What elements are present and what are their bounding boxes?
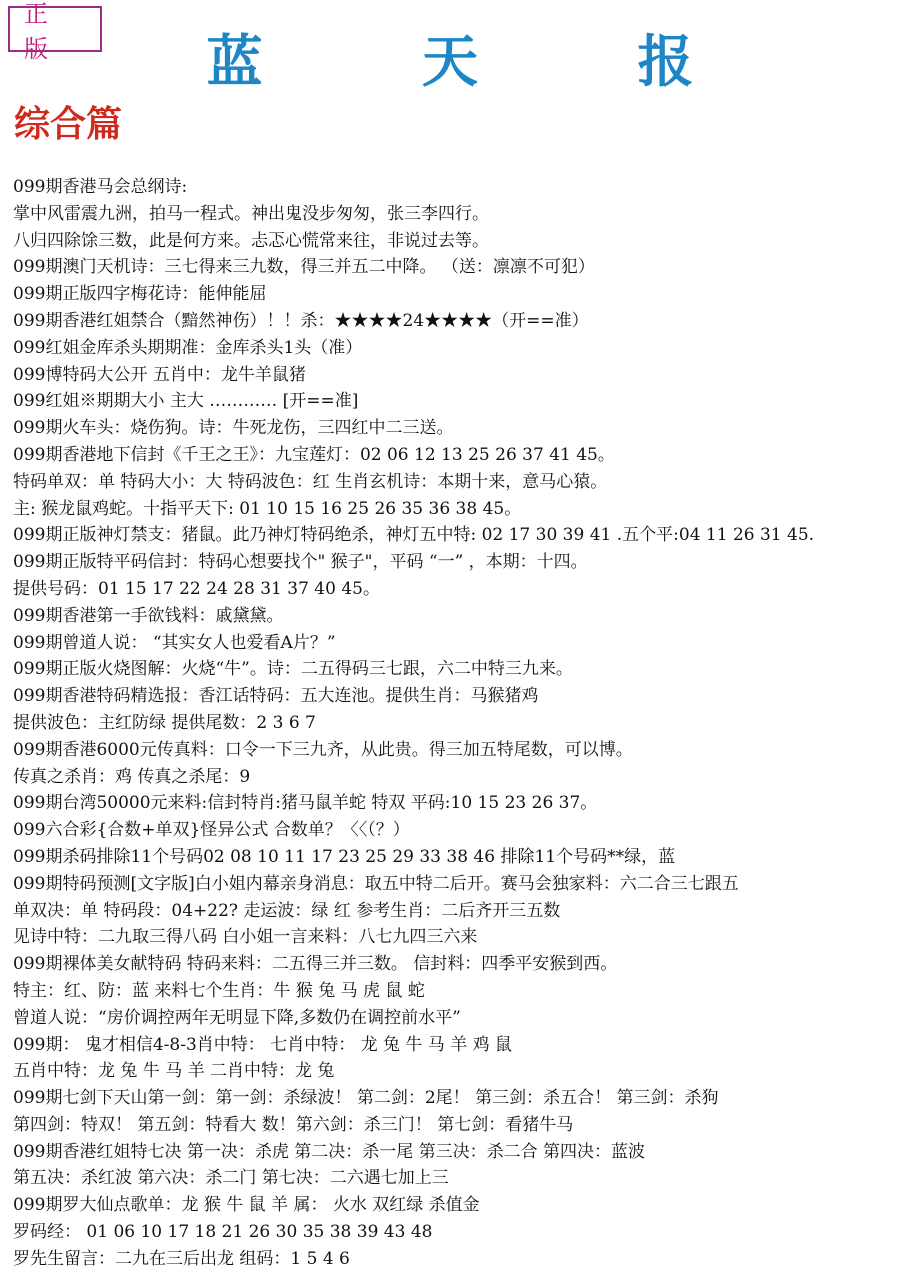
text-line: 罗先生留言：二九在三后出龙 组码：1 5 4 6 <box>13 1248 350 1269</box>
text-line: 099期曾道人说： “其实女人也爱看A片？” <box>13 632 336 653</box>
text-line: 八归四除馀三数，此是何方来。忐忑心慌常来往，非说过去等。 <box>13 230 489 251</box>
text-line: 主: 猴龙鼠鸡蛇。十指平天下: 01 10 15 16 25 26 35 36 38 45。 <box>13 498 522 519</box>
text-line: 099期澳门天机诗：三七得来三九数，得三并五二中降。 （送：凛凛不可犯） <box>13 257 595 278</box>
text-line: 099期： 鬼才相信4-8-3肖中特： 七肖中特： 龙 兔 牛 马 羊 鸡 鼠 <box>13 1034 513 1055</box>
text-line: 099期罗大仙点歌单：龙 猴 牛 鼠 羊 属： 火水 双红绿 杀值金 <box>13 1195 480 1216</box>
text-line: 提供号码：01 15 17 22 24 28 31 37 40 45。 <box>13 578 380 599</box>
text-line: 099期香港红姐禁合（黯然神伤）！！杀：★★★★24★★★★（开==准） <box>13 310 589 331</box>
text-line: 099红姐金库杀头期期准：金库杀头1头（准） <box>13 337 363 358</box>
text-line: 特码单双：单 特码大小：大 特码波色：红 生肖玄机诗：本期十来，意马心猿。 <box>13 471 608 492</box>
text-line: 099期香港第一手欲钱料：戚黛黛。 <box>13 605 284 626</box>
text-line: 曾道人说：“房价调控两年无明显下降,多数仍在调控前水平” <box>13 1007 461 1028</box>
section-heading: 综合篇 <box>14 103 123 145</box>
text-line: 第五决：杀红波 第六决：杀二门 第七决：二六遇七加上三 <box>13 1168 449 1189</box>
text-line: 099期香港特码精选报：香江话特码：五大连池。提供生肖：马猴猪鸡 <box>13 686 539 707</box>
text-line: 099期正版火烧图解：火烧“牛”。诗：二五得码三七跟，六二中特三九来。 <box>13 659 573 680</box>
edition-badge: 正 版 <box>8 6 102 52</box>
text-line: 099期台湾50000元来料:信封特肖:猪马鼠羊蛇 特双 平码:10 15 23 26 37。 <box>13 793 598 814</box>
text-line: 掌中风雷震九洲，拍马一程式。神出鬼没步匆匆，张三李四行。 <box>13 203 489 224</box>
text-line: 099期正版特平码信封：特码心想要找个" 猴子"，平码 “一” ，本期：十四。 <box>13 552 588 573</box>
text-line: 099期香港红姐特七决 第一决：杀虎 第二决：杀一尾 第三决：杀二合 第四决：蓝波 <box>13 1141 646 1162</box>
text-line: 099期正版四字梅花诗：能伸能屈 <box>13 284 267 305</box>
text-line: 099期杀码排除11个号码02 08 10 11 17 23 25 29 33 38 46 排除11个号码**绿，蓝 <box>13 846 676 867</box>
text-line: 099期香港地下信封《千王之王》：九宝莲灯：02 06 12 13 25 26 37 41 45。 <box>13 444 615 465</box>
text-line: 第四剑：特双！ 第五剑：特看大 数！第六剑：杀三门！ 第七剑：看猪牛马 <box>13 1114 574 1135</box>
text-line: 099博特码大公开 五肖中：龙牛羊鼠猪 <box>13 364 306 385</box>
text-line: 099期正版神灯禁支：猪鼠。此乃神灯特码绝杀，神灯五中特: 02 17 30 39 41 .五个平:04 11 26 31 45. <box>13 525 815 546</box>
text-line: 特主：红、防：蓝 来料七个生肖：牛 猴 兔 马 虎 鼠 蛇 <box>13 980 425 1001</box>
text-line: 099六合彩{合数+单双}怪异公式 合数单？〈〈（？） <box>13 820 410 841</box>
text-line: 099期裸体美女献特码 特码来料：二五得三并三数。 信封料：四季平安猴到西。 <box>13 954 618 975</box>
article-body <box>13 174 898 1273</box>
text-line: 单双决：单 特码段：04+22? 走运波：绿 红 参考生肖：二后齐开三五数 <box>13 900 561 921</box>
text-line: 传真之杀肖：鸡 传真之杀尾：9 <box>13 766 251 787</box>
text-line: 099期香港6000元传真料：口令一下三九齐，从此贵。得三加五特尾数，可以博。 <box>13 739 633 760</box>
text-line: 罗码经： 01 06 10 17 18 21 26 30 35 38 39 43 48 <box>13 1222 433 1243</box>
text-line: 099期香港马会总纲诗: <box>13 177 188 197</box>
text-line: 099红姐※期期大小 主大 ………… [开==准] <box>13 391 359 412</box>
text-line: 099期火车头：烧伤狗。诗：牛死龙伤，三四红中二三送。 <box>13 418 454 439</box>
text-line: 五肖中特：龙 兔 牛 马 羊 二肖中特：龙 兔 <box>13 1061 335 1082</box>
text-line: 提供波色：主红防绿 提供尾数：2 3 6 7 <box>13 712 316 733</box>
text-line: 099期七剑下天山第一剑：第一剑：杀绿波！ 第二剑：2尾！ 第三剑：杀五合！ 第三剑：杀狗 <box>13 1088 719 1109</box>
page-title: 蓝 天 报 <box>206 29 764 95</box>
text-line: 099期特码预测[文字版]白小姐内幕亲身消息：取五中特二后开。赛马会独家料：六二合三七跟五 <box>13 873 739 894</box>
text-line: 见诗中特：二九取三得八码 白小姐一言来料：八七九四三六来 <box>13 927 478 948</box>
